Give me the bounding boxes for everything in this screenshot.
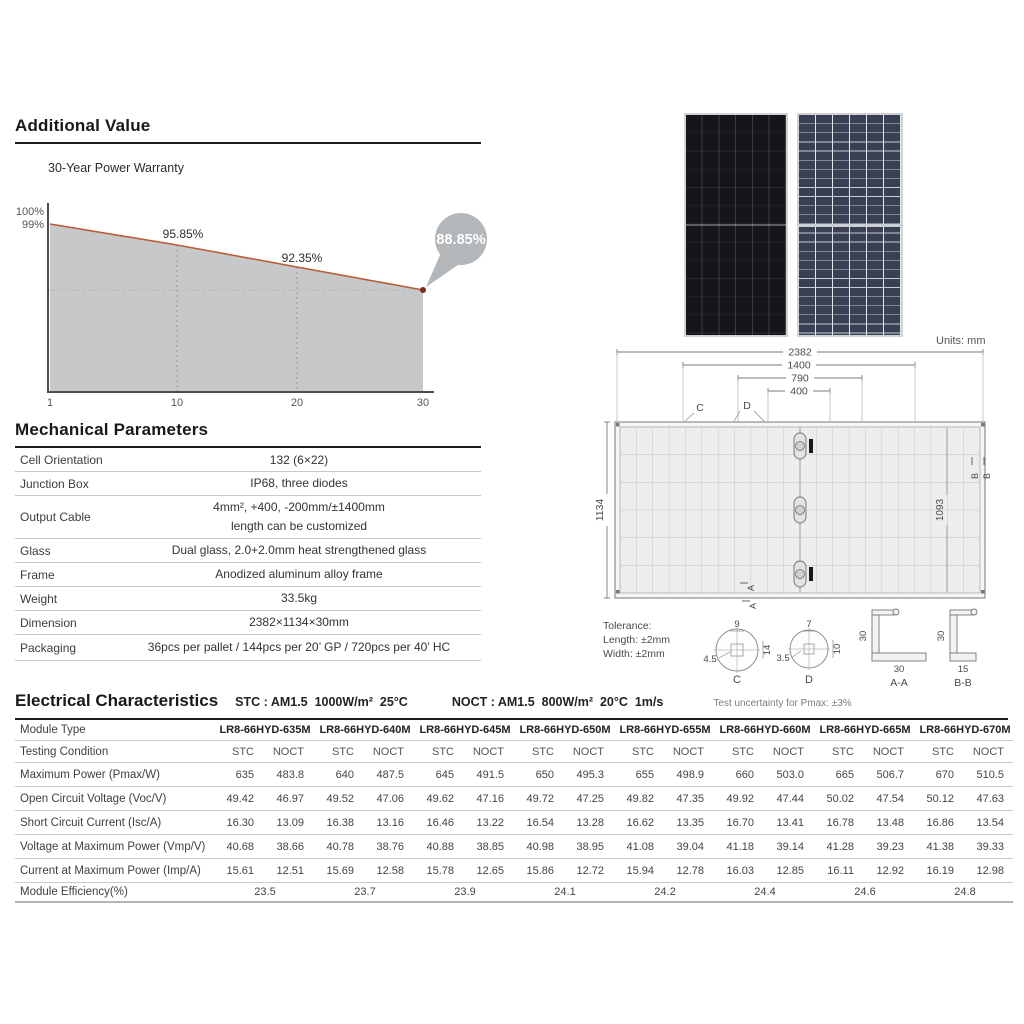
mech-param-label: Weight	[20, 591, 58, 606]
module-type: LR8-66HYD-655M	[619, 723, 711, 736]
value-pair	[915, 865, 1015, 877]
value-pair	[515, 769, 615, 781]
stc-header: STC	[732, 745, 754, 758]
mech-row	[15, 563, 481, 587]
efficiency-value: 23.9	[454, 886, 476, 898]
stc-value: 16.30	[226, 816, 254, 829]
bb-profile	[950, 653, 976, 661]
noct-value: 12.85	[776, 864, 804, 877]
mount-mark	[616, 590, 620, 594]
value-pair	[815, 865, 915, 877]
diagram-label: 1400	[787, 359, 811, 372]
stc-value: 49.52	[326, 792, 354, 805]
stc-value: 49.62	[426, 792, 454, 805]
stc-test-condition: STC : AM1.5 1000W/m² 25°C	[235, 695, 408, 709]
value-pair	[315, 769, 415, 781]
noct-value: 39.14	[776, 840, 804, 853]
mech-param-value	[117, 613, 481, 632]
condition-pair	[315, 746, 415, 758]
x-tick-label: 1	[46, 397, 54, 409]
noct-value: 13.41	[776, 816, 804, 829]
noct-value: 38.66	[276, 840, 304, 853]
pmax-uncertainty-note: Test uncertainty for Pmax: ±3%	[713, 698, 852, 709]
diagram-label: A	[748, 602, 758, 610]
connector-cap	[809, 439, 813, 453]
mech-param-value	[117, 541, 481, 560]
value-pair	[915, 817, 1015, 829]
x-tick-label: 30	[416, 397, 430, 409]
stc-value: 16.62	[626, 816, 654, 829]
condition-pair	[715, 746, 815, 758]
dimension-diagram	[590, 345, 1020, 690]
stc-value: 49.82	[626, 792, 654, 805]
stc-value: 16.70	[726, 816, 754, 829]
elec-param-label: Voltage at Maximum Power (Vmp/V)	[20, 840, 206, 853]
noct-value: 47.44	[776, 792, 804, 805]
value-pair	[415, 817, 515, 829]
value-pair	[615, 793, 715, 805]
elec-param-label: Open Circuit Voltage (Voc/V)	[20, 792, 167, 805]
mount-mark	[981, 590, 985, 594]
value-pair	[515, 793, 615, 805]
condition-pair	[415, 746, 515, 758]
noct-value: 13.35	[676, 816, 704, 829]
value-pair	[815, 817, 915, 829]
stc-value: 49.92	[726, 792, 754, 805]
mech-value-line: length can be customized	[230, 519, 368, 533]
diagram-label: 4.5	[703, 654, 717, 665]
noct-value: 12.72	[576, 864, 604, 877]
efficiency-value: 24.2	[654, 886, 676, 898]
noct-value: 39.04	[676, 840, 704, 853]
module-type: LR8-66HYD-640M	[319, 723, 411, 736]
value-pair	[715, 865, 815, 877]
noct-value: 38.76	[376, 840, 404, 853]
efficiency-value: 23.5	[254, 886, 276, 898]
noct-value: 491.5	[476, 768, 504, 781]
aa-profile	[872, 615, 879, 656]
noct-value: 47.54	[876, 792, 904, 805]
stc-value: 15.61	[226, 864, 254, 877]
noct-value: 483.8	[276, 768, 304, 781]
diagram-label: 1093	[935, 498, 946, 522]
stc-value: 16.03	[726, 864, 754, 877]
value-pair	[715, 841, 815, 853]
stc-value: 49.42	[226, 792, 254, 805]
diagram-label: C	[733, 674, 741, 686]
noct-header: NOCT	[272, 745, 304, 758]
diagram-label: 30	[893, 664, 905, 675]
diagram-label: 15	[957, 664, 969, 675]
noct-value: 13.22	[476, 816, 504, 829]
stc-value: 16.11	[827, 864, 854, 877]
elec-data-row	[15, 763, 1013, 787]
connector	[796, 570, 805, 579]
stc-value: 40.98	[526, 840, 554, 853]
value-pair	[315, 865, 415, 877]
value-pair	[415, 793, 515, 805]
noct-header: NOCT	[472, 745, 504, 758]
diagram-label: 1134	[594, 498, 606, 522]
mech-row	[15, 611, 481, 635]
stc-value: 655	[635, 768, 654, 781]
noct-value: 12.51	[276, 864, 304, 877]
value-pair	[615, 865, 715, 877]
stc-header: STC	[232, 745, 254, 758]
module-type: LR8-66HYD-660M	[719, 723, 811, 736]
diagram-label: B	[982, 472, 992, 480]
end-point-dot	[420, 287, 426, 293]
elec-data-row	[15, 811, 1013, 835]
y-tick-label: 100%	[15, 206, 44, 218]
noct-value: 38.85	[476, 840, 504, 853]
diagram-label: 400	[790, 385, 808, 398]
stc-value: 16.54	[526, 816, 554, 829]
x-tick-label: 10	[170, 397, 184, 409]
stc-value: 650	[535, 768, 554, 781]
noct-value: 506.7	[876, 768, 904, 781]
diagram-label: D	[805, 674, 813, 686]
module-front-image	[684, 113, 788, 337]
noct-value: 495.3	[576, 768, 604, 781]
mech-value-line: IP68, three diodes	[250, 476, 348, 491]
diagram-label: D	[743, 400, 751, 412]
diagram-line	[754, 411, 764, 421]
module-type: LR8-66HYD-665M	[819, 723, 911, 736]
stc-value: 16.86	[926, 816, 954, 829]
stc-value: 16.78	[826, 816, 854, 829]
value-pair	[415, 841, 515, 853]
noct-value: 13.28	[576, 816, 604, 829]
testing-condition-label: Testing Condition	[20, 745, 109, 758]
electrical-characteristics-heading: Electrical Characteristics	[15, 691, 219, 710]
value-pair	[515, 817, 615, 829]
noct-value: 47.35	[676, 792, 704, 805]
connector	[796, 506, 805, 515]
stc-value: 640	[335, 768, 354, 781]
stc-value: 49.72	[526, 792, 554, 805]
diagram-label: 10	[832, 643, 843, 655]
noct-header: NOCT	[572, 745, 604, 758]
mech-value-line: 36pcs per pallet / 144pcs per 20’ GP / 720pcs per 40’ HC	[147, 640, 451, 655]
stc-value: 41.08	[626, 840, 654, 853]
condition-pair	[615, 746, 715, 758]
mech-row	[15, 539, 481, 563]
mech-param-value	[117, 474, 481, 493]
value-pair	[815, 769, 915, 781]
noct-value: 13.16	[376, 816, 404, 829]
diagram-label: B-B	[954, 677, 972, 689]
diagram-label: 790	[791, 372, 809, 385]
mech-row	[15, 449, 481, 472]
value-pair	[815, 793, 915, 805]
diagram-label: 2382	[788, 346, 812, 359]
mech-row	[15, 587, 481, 611]
efficiency-value: 24.6	[854, 886, 876, 898]
mech-value-line: 2382×1134×30mm	[249, 615, 349, 630]
condition-pair	[815, 746, 915, 758]
diagram-line	[685, 413, 694, 421]
stc-header: STC	[332, 745, 354, 758]
diagram-label: A-A	[890, 677, 908, 689]
mechanical-parameters-table	[15, 449, 481, 661]
mech-param-value	[117, 589, 481, 608]
value-pair	[215, 817, 315, 829]
noct-header: NOCT	[872, 745, 904, 758]
mechanical-parameters-heading: Mechanical Parameters	[15, 420, 481, 448]
stc-value: 40.78	[326, 840, 354, 853]
value-pair	[215, 793, 315, 805]
stc-value: 41.38	[926, 840, 954, 853]
module-back-image	[797, 113, 903, 337]
module-type: LR8-66HYD-670M	[919, 723, 1011, 736]
warranty-area	[50, 224, 423, 391]
electrical-characteristics-table	[15, 719, 1013, 903]
value-pair	[515, 841, 615, 853]
mech-param-label: Output Cable	[20, 510, 91, 524]
mech-param-value	[117, 565, 481, 584]
value-pair	[515, 865, 615, 877]
callout-value: 88.85%	[436, 232, 486, 248]
stc-header: STC	[632, 745, 654, 758]
mech-param-label: Cell Orientation	[20, 453, 103, 467]
efficiency-value: 24.8	[954, 886, 976, 898]
noct-value: 12.65	[476, 864, 504, 877]
value-pair	[315, 841, 415, 853]
noct-value: 510.5	[976, 768, 1004, 781]
module-type: LR8-66HYD-645M	[419, 723, 511, 736]
elec-param-label: Maximum Power (Pmax/W)	[20, 768, 160, 781]
mech-row	[15, 472, 481, 496]
noct-value: 12.58	[376, 864, 404, 877]
stc-value: 50.02	[826, 792, 854, 805]
diagram-label: 14	[762, 644, 773, 656]
stc-header: STC	[432, 745, 454, 758]
stc-value: 15.69	[326, 864, 354, 877]
condition-pair	[515, 746, 615, 758]
value-pair	[915, 841, 1015, 853]
stc-value: 635	[235, 768, 254, 781]
condition-pair	[215, 746, 315, 758]
stc-value: 15.78	[426, 864, 454, 877]
module-type-label: Module Type	[20, 723, 86, 736]
connector	[796, 442, 805, 451]
elec-param-label: Current at Maximum Power (Imp/A)	[20, 864, 201, 877]
mech-param-value	[117, 498, 481, 535]
value-pair	[915, 769, 1015, 781]
aa-profile	[893, 609, 899, 615]
efficiency-row	[15, 883, 1013, 903]
bb-profile	[971, 609, 977, 615]
mech-row	[15, 496, 481, 539]
mount-mark	[981, 423, 985, 427]
aa-profile	[872, 653, 926, 661]
efficiency-value: 24.1	[554, 886, 576, 898]
diagram-label: 30	[858, 630, 869, 642]
mech-row	[15, 635, 481, 661]
efficiency-label: Module Efficiency(%)	[20, 886, 128, 898]
value-pair	[215, 769, 315, 781]
module-type: LR8-66HYD-635M	[219, 723, 311, 736]
warranty-chart	[0, 195, 500, 423]
diagram-label: 3.5	[776, 653, 790, 664]
mech-param-label: Packaging	[20, 640, 77, 655]
value-pair	[615, 841, 715, 853]
mech-param-label: Glass	[20, 543, 51, 558]
value-pair	[715, 769, 815, 781]
efficiency-value: 23.7	[354, 886, 376, 898]
x-tick-label: 20	[290, 397, 304, 409]
mech-value-line: Dual glass, 2.0+2.0mm heat strengthened glass	[171, 543, 427, 558]
mech-param-label: Frame	[20, 567, 55, 582]
aa-profile	[872, 610, 894, 615]
stc-value: 16.38	[326, 816, 354, 829]
value-pair	[615, 769, 715, 781]
value-pair	[415, 865, 515, 877]
stc-header: STC	[832, 745, 854, 758]
mech-param-value	[117, 638, 481, 657]
noct-value: 487.5	[376, 768, 404, 781]
stc-header: STC	[532, 745, 554, 758]
diagram-label: B	[970, 472, 980, 480]
noct-test-condition: NOCT : AM1.5 800W/m² 20°C 1m/s	[451, 695, 664, 709]
electrical-heading-row	[15, 691, 1008, 720]
diagram-label: 30	[936, 630, 947, 642]
noct-value: 47.63	[976, 792, 1004, 805]
noct-header: NOCT	[972, 745, 1004, 758]
noct-value: 498.9	[676, 768, 704, 781]
stc-value: 40.68	[226, 840, 254, 853]
y-tick-label: 99%	[21, 219, 44, 231]
condition-pair	[915, 746, 1015, 758]
noct-value: 47.25	[576, 792, 604, 805]
mount-mark	[616, 423, 620, 427]
elec-data-row	[15, 859, 1013, 883]
noct-value: 13.48	[876, 816, 904, 829]
diagram-label: Length: ±2mm	[603, 634, 671, 646]
stc-value: 40.88	[426, 840, 454, 853]
value-pair	[715, 793, 815, 805]
diagram-label: Tolerance:	[603, 620, 652, 632]
module-type-row	[15, 719, 1013, 741]
mech-param-label: Dimension	[20, 615, 77, 630]
value-pair	[915, 793, 1015, 805]
diagram-label: A	[746, 584, 756, 592]
noct-value: 12.98	[976, 864, 1004, 877]
connector-cap	[809, 567, 813, 581]
point-label: 95.85%	[162, 227, 204, 241]
diagram-label: Width: ±2mm	[603, 648, 665, 660]
stc-value: 660	[735, 768, 754, 781]
testing-condition-row	[15, 741, 1013, 763]
mech-value-line: 132 (6×22)	[269, 452, 329, 467]
additional-value-heading: Additional Value	[15, 116, 481, 144]
stc-value: 41.28	[826, 840, 854, 853]
point-label: 92.35%	[281, 251, 323, 265]
mech-value-line: 33.5kg	[280, 591, 318, 606]
stc-header: STC	[932, 745, 954, 758]
stc-value: 15.86	[526, 864, 554, 877]
units-label: Units: mm	[936, 335, 986, 347]
stc-value: 50.12	[926, 792, 954, 805]
value-pair	[415, 769, 515, 781]
stc-value: 670	[935, 768, 954, 781]
noct-value: 12.78	[676, 864, 704, 877]
value-pair	[315, 793, 415, 805]
diagram-label: 7	[806, 619, 812, 630]
noct-value: 12.92	[876, 864, 904, 877]
mech-value-line: Anodized aluminum alloy frame	[215, 567, 383, 582]
noct-value: 47.16	[476, 792, 504, 805]
elec-param-label: Short Circuit Current (Isc/A)	[20, 816, 162, 829]
bb-profile	[950, 610, 972, 615]
stc-value: 665	[835, 768, 854, 781]
diagram-label: 9	[734, 619, 740, 630]
noct-value: 46.97	[276, 792, 304, 805]
mech-value-line: 4mm², +400, -200mm/±1400mm	[213, 500, 385, 515]
noct-value: 13.54	[976, 816, 1004, 829]
noct-value: 39.23	[876, 840, 904, 853]
value-pair	[815, 841, 915, 853]
noct-header: NOCT	[672, 745, 704, 758]
noct-value: 38.95	[576, 840, 604, 853]
mech-param-value	[117, 451, 481, 470]
stc-value: 15.94	[626, 864, 654, 877]
noct-header: NOCT	[772, 745, 804, 758]
value-pair	[615, 817, 715, 829]
diagram-label: C	[696, 402, 704, 414]
noct-value: 503.0	[776, 768, 804, 781]
bb-profile	[950, 615, 957, 656]
diagram-line	[734, 411, 740, 421]
value-pair	[715, 817, 815, 829]
noct-value: 39.33	[976, 840, 1004, 853]
value-pair	[315, 817, 415, 829]
noct-value: 47.06	[376, 792, 404, 805]
elec-data-row	[15, 835, 1013, 859]
module-type: LR8-66HYD-650M	[519, 723, 611, 736]
warranty-chart-title: 30-Year Power Warranty	[48, 161, 184, 175]
noct-value: 13.09	[276, 816, 304, 829]
stc-value: 16.19	[926, 864, 954, 877]
stc-value: 16.46	[426, 816, 454, 829]
mech-param-label: Junction Box	[20, 476, 89, 491]
noct-header: NOCT	[372, 745, 404, 758]
value-pair	[215, 865, 315, 877]
value-pair	[215, 841, 315, 853]
stc-value: 41.18	[726, 840, 754, 853]
efficiency-value: 24.4	[754, 886, 776, 898]
stc-value: 645	[435, 768, 454, 781]
elec-data-row	[15, 787, 1013, 811]
